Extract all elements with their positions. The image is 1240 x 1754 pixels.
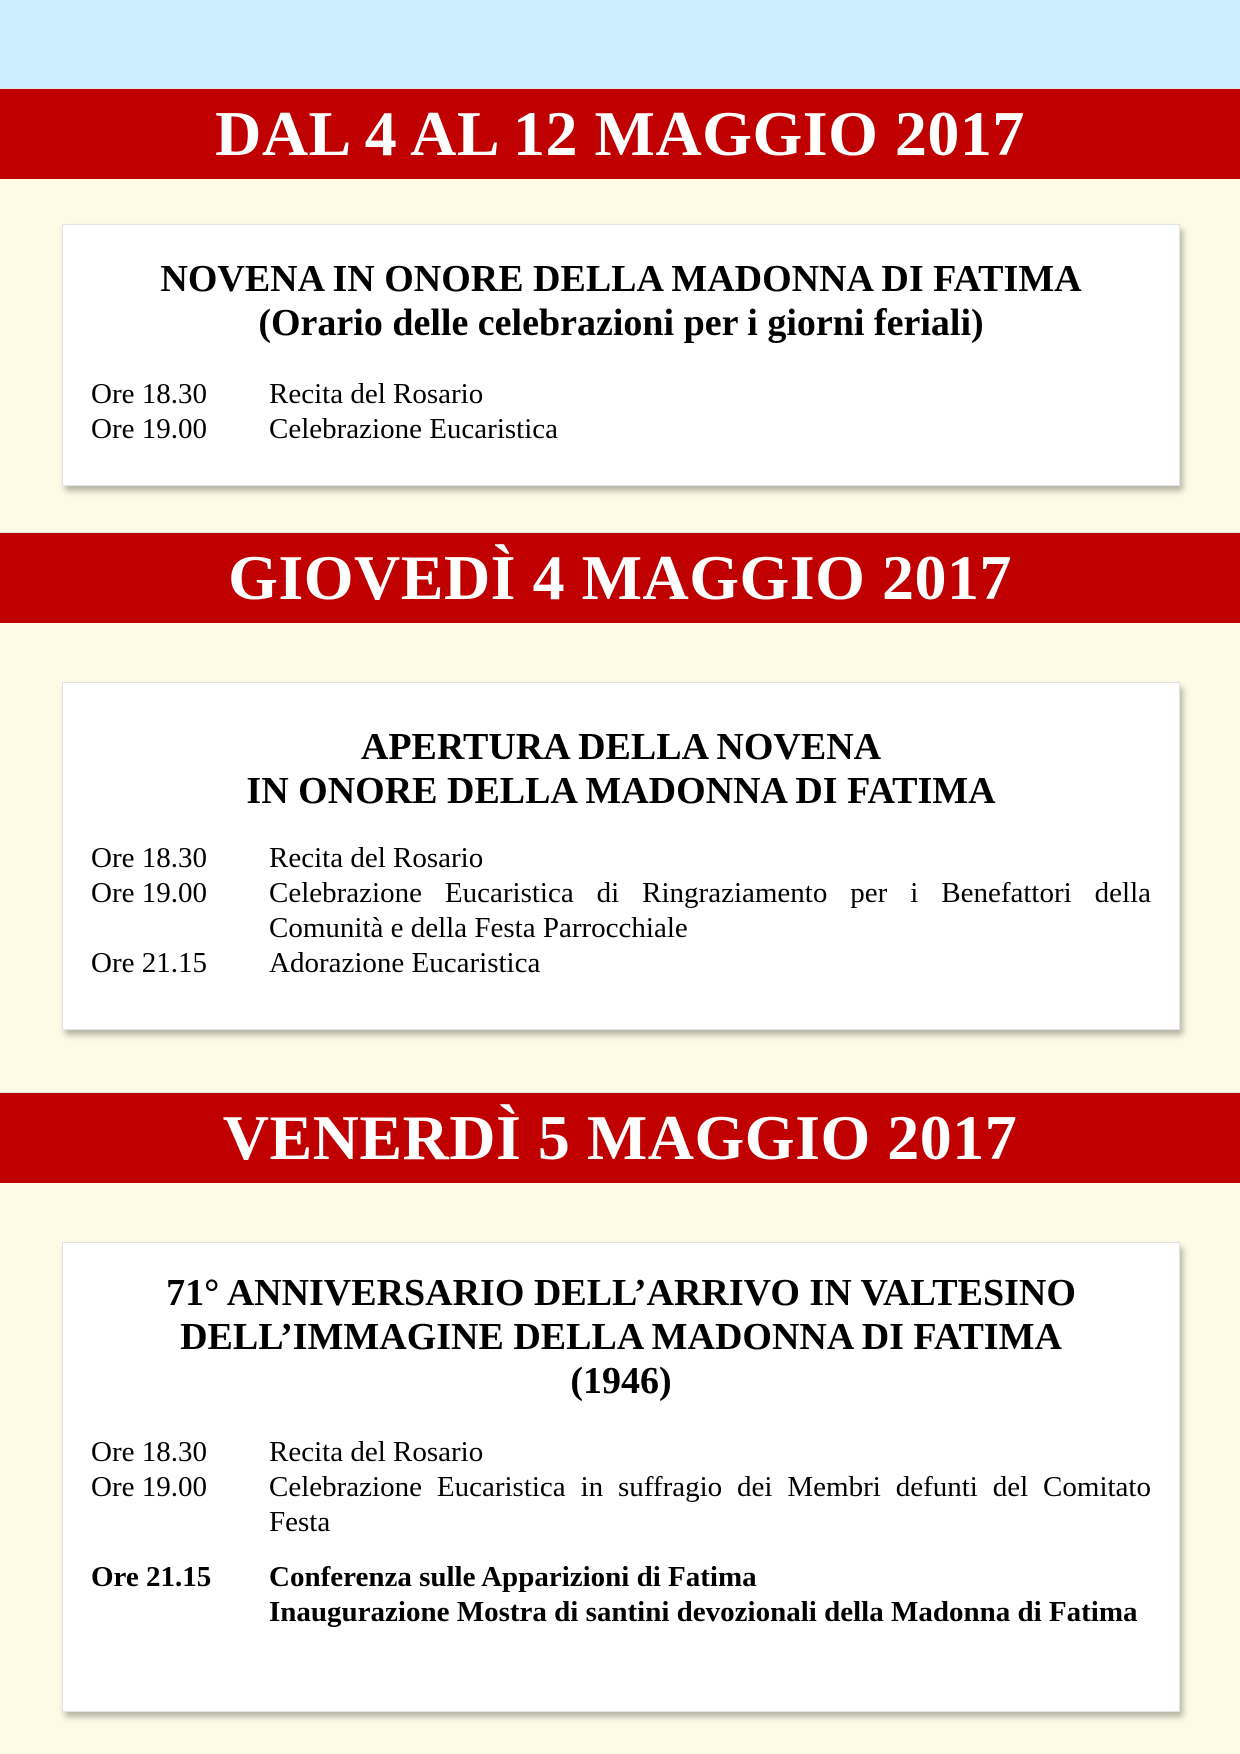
schedule-row: [91, 1435, 1151, 1470]
event-title-2-line-2: IN ONORE DELLA MADONNA DI FATIMA: [246, 770, 996, 812]
date-banner-3-text: VENERDÌ 5 MAGGIO 2017: [222, 1102, 1018, 1173]
schedule-desc: Recita del Rosario: [269, 378, 484, 410]
event-card-3: [62, 1242, 1180, 1712]
schedule-desc: Recita del Rosario: [269, 842, 484, 874]
schedule-row: [91, 876, 1151, 946]
date-banner-3: [0, 1092, 1240, 1183]
top-color-strip: [0, 0, 1240, 88]
event-title-3-line-1: 71° ANNIVERSARIO DELL’ARRIVO IN VALTESINO: [166, 1272, 1076, 1314]
schedule-row: [91, 1560, 1151, 1630]
schedule-desc: Celebrazione Eucaristica in suffragio dei Membri defunti del Comitato Festa: [269, 1471, 1151, 1538]
event-card-2: [62, 682, 1180, 1030]
event-title-2: [91, 725, 1151, 813]
schedule-time: Ore 21.15: [91, 1561, 212, 1593]
schedule-time: Ore 18.30: [91, 1436, 207, 1468]
event-title-1-line-1: NOVENA IN ONORE DELLA MADONNA DI FATIMA: [160, 258, 1082, 300]
schedule-row: [91, 1470, 1151, 1540]
schedule-row: [91, 412, 1151, 447]
schedule-time: Ore 19.00: [91, 413, 207, 445]
schedule-row: [91, 841, 1151, 876]
event-title-3: [91, 1271, 1151, 1403]
schedule-1: [91, 377, 1151, 447]
schedule-desc: Recita del Rosario: [269, 1436, 484, 1468]
date-banner-2: [0, 532, 1240, 623]
event-card-1: [62, 224, 1180, 486]
schedule-3: [91, 1435, 1151, 1630]
event-title-1: [91, 257, 1151, 345]
event-title-3-line-3: (1946): [570, 1360, 672, 1402]
date-banner-2-text: GIOVEDÌ 4 MAGGIO 2017: [228, 542, 1012, 613]
schedule-desc-line: Conferenza sulle Apparizioni di Fatima: [269, 1561, 757, 1593]
event-title-2-line-1: APERTURA DELLA NOVENA: [360, 726, 882, 768]
schedule-time: Ore 19.00: [91, 1471, 207, 1503]
schedule-row: [91, 377, 1151, 412]
schedule-2: [91, 841, 1151, 981]
event-title-1-line-2: (Orario delle celebrazioni per i giorni feriali): [258, 302, 984, 344]
schedule-row: [91, 946, 1151, 981]
schedule-gap: [91, 1540, 1151, 1560]
schedule-desc-line: Inaugurazione Mostra di santini devozionali della Madonna di Fatima: [269, 1596, 1138, 1628]
date-banner-1: [0, 88, 1240, 179]
schedule-time: Ore 18.30: [91, 378, 207, 410]
schedule-time: Ore 18.30: [91, 842, 207, 874]
schedule-desc: Celebrazione Eucaristica di Ringraziamento per i Benefattori della Comunità e della Festa Parrocchiale: [269, 877, 1151, 944]
schedule-desc: Celebrazione Eucaristica: [269, 413, 559, 445]
schedule-time: Ore 19.00: [91, 877, 207, 909]
date-banner-1-text: DAL 4 AL 12 MAGGIO 2017: [215, 98, 1025, 169]
event-title-3-line-2: DELL’IMMAGINE DELLA MADONNA DI FATIMA: [180, 1316, 1062, 1358]
schedule-desc: Adorazione Eucaristica: [269, 947, 541, 979]
schedule-time: Ore 21.15: [91, 947, 207, 979]
schedule-desc: [269, 1560, 1151, 1630]
